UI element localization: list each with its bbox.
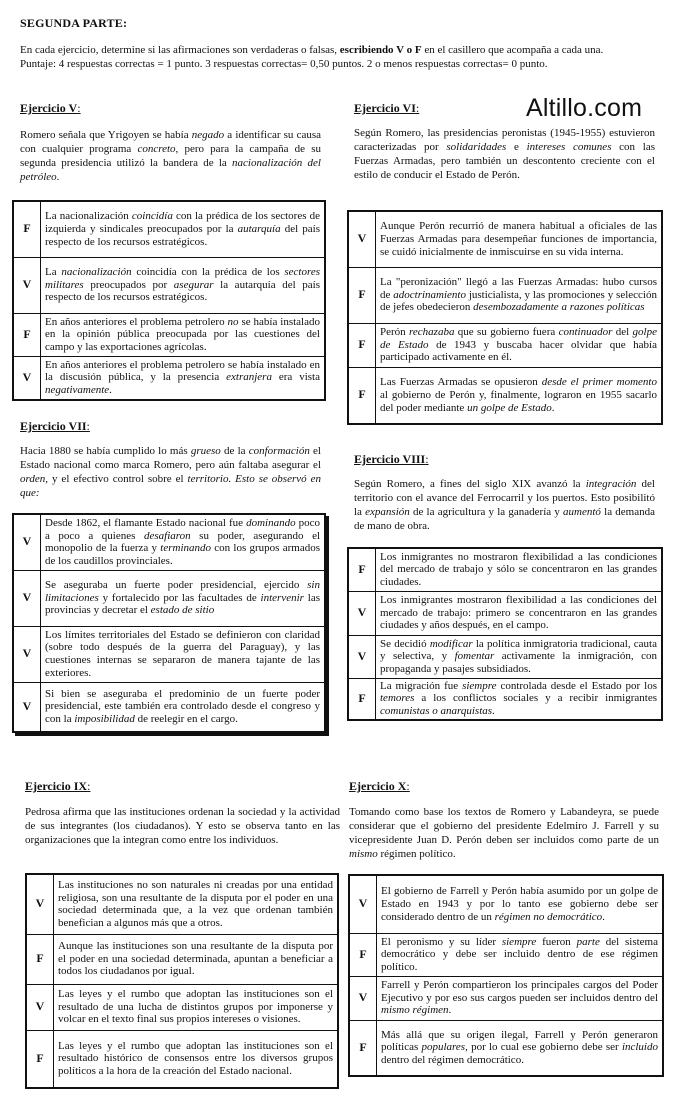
answer-cell[interactable]: V — [348, 591, 376, 635]
instructions-line-1: En cada ejercicio, determine si las afirmaciones son verdaderas o falsas, escribiendo V o F en el casillero que acompaña a cada una. — [20, 44, 604, 56]
table-row — [26, 874, 338, 934]
exercise-6-table — [347, 210, 663, 425]
statement-cell: Farrell y Perón compartieron los principales cargos del Poder Ejecutivo y por eso sus cargos pueden ser incluidos dentro del mismo régimen. — [377, 976, 664, 1020]
answer-cell[interactable]: F — [348, 267, 376, 323]
answer-cell[interactable]: V — [13, 570, 41, 626]
answer-cell[interactable]: V — [13, 356, 41, 400]
table-row — [348, 548, 662, 591]
exercise-8-statement: Según Romero, a fines del siglo XIX avanzó la integración del territorio con el avance del Ferrocarril y los puertos. Esto posibilitó la expansión de la agricultura y la ganadería y aumentó la demanda de mano de obra. — [354, 478, 655, 532]
exercise-6-title: Ejercicio VI: — [354, 101, 420, 115]
exercise-5-statement: Romero señala que Yrigoyen se había negado a identificar su causa con cualquier programa concreto, pero para la campaña de su segunda presidencia utilizó la bandera de la nacionalización del petróleo. — [20, 129, 321, 183]
exercise-5-table — [12, 200, 326, 401]
answer-cell[interactable]: F — [26, 934, 54, 984]
answer-cell[interactable]: F — [349, 1020, 377, 1076]
exercise-10-table — [348, 874, 664, 1077]
exercise-10-title: Ejercicio X: — [349, 779, 410, 793]
table-row — [13, 257, 325, 313]
altillo-watermark: Altillo.com — [526, 94, 643, 122]
statement-cell: El gobierno de Farrell y Perón había asumido por un golpe de Estado en 1943 y por lo tanto ese gobierno debe ser considerado dentro de un régimen no democrático. — [377, 875, 664, 933]
table-row — [13, 201, 325, 257]
exercise-7-statement: Hacia 1880 se había cumplido lo más grueso de la conformación el Estado nacional como marca Romero, pero aún faltaba asegurar el orden, y el efectivo control sobre el territorio. Esto se observó en que: — [20, 445, 321, 499]
answer-cell[interactable]: F — [26, 1030, 54, 1088]
answer-cell[interactable]: F — [348, 323, 376, 367]
answer-cell[interactable]: V — [26, 984, 54, 1030]
answer-cell[interactable]: V — [13, 514, 41, 570]
table-row — [348, 211, 662, 267]
statement-cell: Perón rechazaba que su gobierno fuera continuador del golpe de Estado de 1943 y buscaba hacer olvidar que había participado activamente en él. — [376, 323, 663, 367]
table-row — [348, 591, 662, 635]
exercise-7-title: Ejercicio VII: — [20, 419, 90, 433]
table-row — [349, 976, 663, 1020]
table-row — [13, 514, 325, 570]
exercise-7-table — [12, 513, 326, 733]
statement-cell: Las leyes y el rumbo que adoptan las instituciones son el resultado histórico de consensos entre los diversos grupos políticos a la hora de la creación del Estado nacional. — [54, 1030, 339, 1088]
statement-cell: El peronismo y su líder siempre fueron parte del sistema democrático y debe ser incluido dentro de ese régimen político. — [377, 933, 664, 976]
statement-cell: En años anteriores el problema petrolero no se había instalado en la opinión pública preocupada por las cuestiones del campo y las exportaciones agrícolas. — [41, 313, 326, 356]
table-row — [13, 626, 325, 682]
statement-cell: Más allá que su origen ilegal, Farrell y Perón generaron políticas populares, por lo cual ese gobierno debe ser incluido dentro del régimen democrático. — [377, 1020, 664, 1076]
statement-cell: La "peronización" llegó a las Fuerzas Armadas: hubo cursos de adoctrinamiento justicialista, y las promociones y selección de jefes obedecieron desembozadamente a razones políticas — [376, 267, 663, 323]
exercise-9-table — [25, 873, 339, 1089]
statement-cell: Los límites territoriales del Estado se definieron con claridad (sobre todo después de la guerra del Paraguay), y las cuestiones internas se separaron de manera tajante de las exteriores. — [41, 626, 326, 682]
answer-cell[interactable]: V — [13, 257, 41, 313]
answer-cell[interactable]: V — [26, 874, 54, 934]
exercise-9-statement: Pedrosa afirma que las instituciones ordenan la sociedad y la actividad de sus integrantes (los ciudadanos). Y esto se observa tanto en las organizaciones que la integran como entre los individuos. — [25, 806, 340, 846]
table-row — [349, 875, 663, 933]
instructions-line-2: Puntaje: 4 respuestas correctas = 1 punto. 3 respuestas correctas= 0,50 puntos. 2 o menos respuestas correctas= 0 punto. — [20, 57, 548, 70]
answer-cell[interactable]: V — [348, 211, 376, 267]
answer-cell[interactable]: F — [349, 933, 377, 976]
table-row — [348, 367, 662, 424]
statement-cell: La migración fue siempre controlada desde el Estado por los temores a los conflictos sociales y a recibir inmigrantes comunistas o anarquistas. — [376, 678, 663, 720]
statement-cell: Se aseguraba un fuerte poder presidencial, ejercido sin limitaciones y fortalecido por las facultades de intervenir las provincias y decretar el estado de sitio — [41, 570, 326, 626]
statement-cell: Las instituciones no son naturales ni creadas por una entidad religiosa, son una resultante de la disputa por el poder en una sociedad determinada que, a la vez que ordenan también benefician a algunos más que a otros. — [54, 874, 339, 934]
statement-cell: La nacionalización coincidía con la prédica de los sectores de izquierda y sindicales preocupados por la autarquía del país respecto de los recursos estratégicos. — [41, 201, 326, 257]
answer-cell[interactable]: V — [13, 682, 41, 732]
answer-cell[interactable]: F — [13, 313, 41, 356]
statement-cell: Se decidió modificar la política inmigratoria tradicional, cauta y selectiva, y fomentar activamente la inmigración, con propaganda y pasajes subsidiados. — [376, 635, 663, 678]
answer-cell[interactable]: F — [348, 548, 376, 591]
table-row — [348, 267, 662, 323]
statement-cell: Aunque Perón recurrió de manera habitual a oficiales de las Fuerzas Armadas para desempeñar funciones de importancia, se cuidó inicialmente de inmiscuirse en su vida interna. — [376, 211, 663, 267]
exercise-10-statement: Tomando como base los textos de Romero y Labandeyra, se puede considerar que el gobierno del presidente Edelmiro J. Farrell y su vicepresidente Juan D. Perón deben ser incluidos como parte de un mismo régimen político. — [349, 806, 659, 860]
answer-cell[interactable]: F — [348, 367, 376, 424]
exercise-5-title: Ejercicio V: — [20, 101, 81, 115]
statement-cell: Desde 1862, el flamante Estado nacional fue dominando poco a poco a quienes desafiaron su poder, asegurando el monopolio de la fuerza y terminando con los grupos armados de los caudillos provinciales. — [41, 514, 326, 570]
table-row — [13, 570, 325, 626]
table-row — [349, 1020, 663, 1076]
table-row — [13, 682, 325, 732]
table-row — [26, 984, 338, 1030]
answer-cell[interactable]: F — [13, 201, 41, 257]
table-row — [26, 1030, 338, 1088]
table-row — [348, 635, 662, 678]
exercise-8-table — [347, 547, 663, 721]
table-row — [349, 933, 663, 976]
instructions — [20, 44, 640, 72]
table-row — [348, 678, 662, 720]
exercise-9-title: Ejercicio IX: — [25, 779, 91, 793]
table-row — [348, 323, 662, 367]
answer-cell[interactable]: V — [349, 976, 377, 1020]
statement-cell: En años anteriores el problema petrolero se había instalado en la discusión pública, y la presencia extranjera era vista negativamente. — [41, 356, 326, 400]
table-row — [13, 313, 325, 356]
page-title: SEGUNDA PARTE: — [20, 16, 128, 30]
statement-cell: Aunque las instituciones son una resultante de la disputa por el poder en una sociedad determinada, apuntan a beneficiar a todos los ciudadanos por igual. — [54, 934, 339, 984]
table-row — [26, 934, 338, 984]
statement-cell: Si bien se aseguraba el predominio de un fuerte poder presidencial, este también era controlado desde el congreso y con la imposibilidad de reelegir en el cargo. — [41, 682, 326, 732]
table-row — [13, 356, 325, 400]
statement-cell: Las Fuerzas Armadas se opusieron desde el primer momento al gobierno de Perón y, finalmente, lograron en 1955 sacarlo del poder mediante un golpe de Estado. — [376, 367, 663, 424]
answer-cell[interactable]: V — [13, 626, 41, 682]
answer-cell[interactable]: V — [349, 875, 377, 933]
answer-cell[interactable]: F — [348, 678, 376, 720]
statement-cell: Las leyes y el rumbo que adoptan las instituciones son el resultado de una lucha de distintos grupos por imponerse y volcar en el texto final sus propios intereses o visiones. — [54, 984, 339, 1030]
statement-cell: Los inmigrantes mostraron flexibilidad a las condiciones del mercado de trabajo: primero se concentraron en las grandes ciudades y años después, en el campo. — [376, 591, 663, 635]
statement-cell: La nacionalización coincidía con la prédica de los sectores militares preocupados por asegurar la autarquía del país respecto de los recursos estratégicos. — [41, 257, 326, 313]
answer-cell[interactable]: V — [348, 635, 376, 678]
exercise-8-title: Ejercicio VIII: — [354, 452, 429, 466]
exercise-6-statement: Según Romero, las presidencias peronistas (1945-1955) estuvieron caracterizadas por solidaridades e intereses comunes con las Fuerzas Armadas, pero también un descontento creciente con el estilo de conducir el Estado de Perón. — [354, 127, 655, 181]
statement-cell: Los inmigrantes no mostraron flexibilidad a las condiciones del mercado de trabajo y sólo se concentraron en las grandes ciudades. — [376, 548, 663, 591]
